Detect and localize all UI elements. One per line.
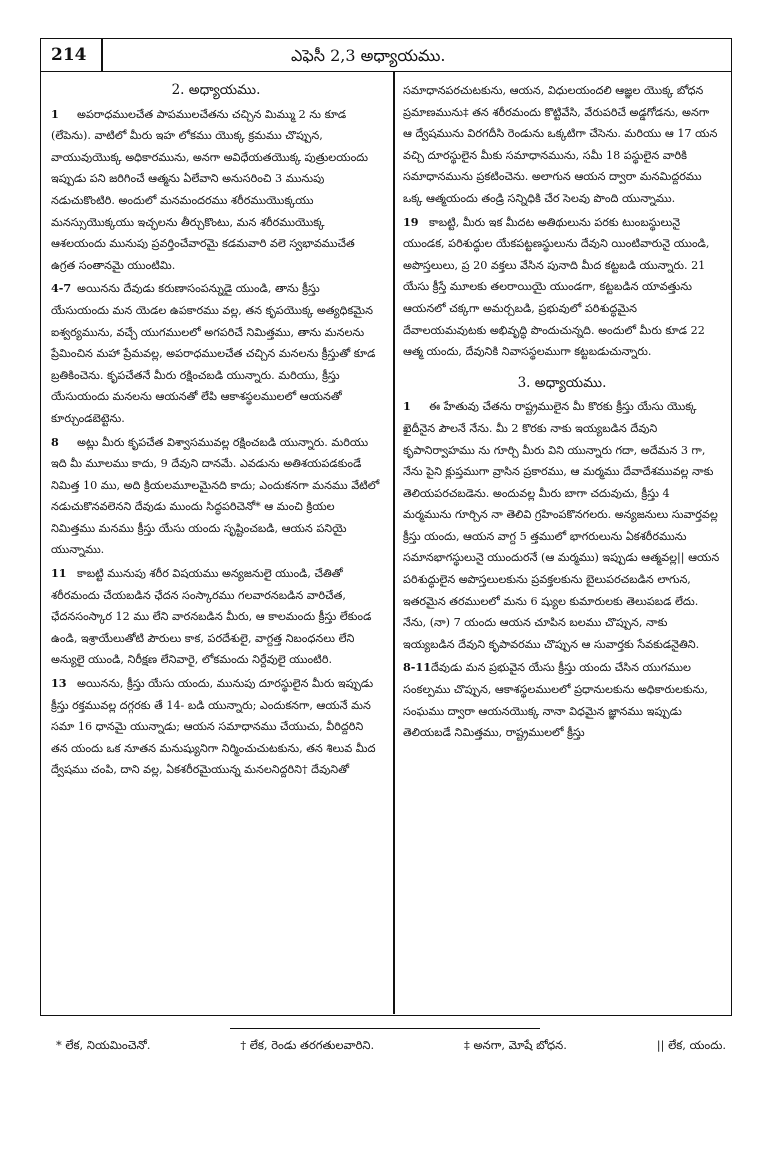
verse-text: అట్లు మీరు కృపచేత విశ్వాసమువల్ల రక్షించబడి యున్నారు. మరియు ఇది మీ మూలము కాదు, 9 దేవుని దానమే. ఎవడును అతిశయపడకుండే నిమిత్త 10 ము, అది క్రియలమూలమైనది కాదు; ఎందుకనగా మనము వేటిలో నడుచుకొనవలెనని దేవుడు ముందు సిద్ధపరిచెనో* ఆ మంచి క్రియల నిమిత్తము మనము క్రీస్తు యేసు యందు సృష్టించబడి, ఆయన పనియై యున్నాము. [51, 435, 380, 557]
verse-paragraph [51, 563, 381, 671]
verse-text: దేవుడు మన ప్రభువైన యేసు క్రీస్తు యందు చేసిన యుగముల సంకల్పము చొప్పున, ఆకాశస్థలములలో ప్రధానులకును అధికారులకును, సంఘము ద్వారా ఆయనయొక్క నానా విధమైన జ్ఞానము ఇప్పుడు తెలియబడే నిమిత్తము, రాష్ట్రములలో క్రీస్తు [403, 661, 708, 740]
verse-number: 19 [403, 214, 419, 229]
verse-paragraph [403, 396, 721, 655]
verse-paragraph [51, 104, 381, 277]
footnotes [56, 1038, 726, 1055]
verse-paragraph [51, 432, 381, 562]
verse-text: కాబట్టి మునుపు శరీర విషయము అన్యజనులై యుండి, చేతితో శరీరమందు చేయబడిన ఛేదన సంస్కారము గలవారనబడిన వారిచేత, ఛేదనసంస్కార 12 ము లేని వారనబడిన మీరు, ఆ కాలమందు క్రీస్తు లేకుండ ఉండి, ఇశ్రాయేలుతోటి పౌరులు కాక, పరదేశులై, వాగ్దత్త నిబంధనలు లేని అన్యులై యుండి, నిరీక్షణ లేనివారై, లోకమందు నిర్దేవులై యుంటిరి. [51, 567, 372, 667]
right-paragraphs-bottom [403, 396, 721, 744]
verse-number: 13 [51, 676, 67, 691]
running-title: ఎఫెసీ 2,3 అధ్యాయము. [291, 46, 446, 65]
verse-paragraph [403, 212, 721, 363]
footnote: * లేక, నియమించెనో. [56, 1038, 151, 1052]
verse-text: అయినను, క్రీస్తు యేసు యందు, మునుపు దూరస్థులైన మీరు ఇప్పుడు క్రీస్తు రక్తమువల్ల దగ్గరకు తే 14- బడి యున్నారు; ఎందుకనగా, ఆయనే మన సమా 16 ధానమై యున్నాడు; ఆయన సమాధానము చేయుచు, వీరిద్దరిని తన యందు ఒక నూతన మనుష్యునిగా నిర్మించుచుటకును, తన శిలువ మీద ద్వేషము చంపి, దాని వల్ల, ఏకశరీరమైయున్న మనలనిద్దరిని† దేవునితో [51, 677, 376, 777]
right-paragraphs-top [403, 80, 721, 363]
verse-number: 4-7 [51, 281, 72, 296]
verse-number: 8 [51, 434, 59, 449]
verse-text: అపరాధములచేత పాపములచేతను చచ్చిన మిమ్ము 2 ను కూడ (లేపెను). వాటిలో మీరు ఇహ లోకము యొక్క క్రమము చొప్పున, వాయువుయొక్క అధికారమును, అనగా అవిధేయతయొక్క పుత్రులయందు ఇప్పుడు పని జరిగించే ఆత్మను ఏలేవాని అనుసరించి 3 మునుపు నడుచుకొంటిరి. అందులో మనమందరము శరీరముయొక్కయు మనస్సుయొక్కయు ఇచ్ఛలను తీర్చుకొంటు, మన శరీరముయొక్క ఆశలయందు మునుపు ప్రవర్తించేవారమై కడమవారి వలె స్వభావముచేత ఉగ్రత సంతానమై యుంటిమి. [51, 107, 369, 272]
footnote: ‡ అనగా, మోషే బోధన. [464, 1038, 567, 1052]
footnote-rule [230, 1028, 540, 1029]
column-divider [393, 72, 395, 1014]
page [40, 38, 732, 1118]
verse-number: 8-11 [403, 660, 431, 675]
verse-paragraph [51, 278, 381, 429]
verse-paragraph [51, 673, 381, 781]
verse-number: 1 [403, 399, 411, 414]
chapter-heading-3: 3. అధ్యాయము. [517, 374, 607, 391]
verse-text: అయినను దేవుడు కరుణాసంపన్నుడై యుండి, తాను క్రీస్తు యేసుయందు మన యెడల ఉపకారము వల్ల, తన కృపయొక్క అత్యధికమైన ఐశ్వర్యమును, వచ్చే యుగములలో అగపరిచే నిమిత్తము, తాను మనలను ప్రేమించిన మహా ప్రేమవల్ల, అపరాధములచేత చచ్చిన మనలను క్రీస్తుతో కూడ బ్రతికించెను. కృపచేతనే మీరు రక్షించబడి యున్నారు. మరియు, క్రీస్తు యేసుయందు మనలను ఆయనతో లేపి ఆకాశస్థలములలో ఆయనతో కూర్చుండబెట్టెను. [51, 282, 376, 425]
verse-text: ఈ హేతువు చేతను రాష్ట్రములైన మీ కొరకు క్రీస్తు యేసు యొక్క ఖైదీనైన పౌలనే నేను. మీ 2 కొరకు నాకు ఇయ్యబడిన దేవుని కృపానిర్వాహము ను గూర్చి మీరు విని యున్నారు గదా, అదేమన 3 గా, నేను పైని క్లుప్తముగా వ్రాసిన ప్రకారము, ఆ మర్మము దేవాదేశమువల్ల నాకు తెలియపరచబడెను. అందువల్ల మీరు బాగా చదువుచు, క్రీస్తు 4 మర్మమును గూర్చిన నా తెలివి గ్రహింపకొనగలరు. అన్యజనులు సువార్తవల్ల క్రీస్తు యందు, ఆయన వాగ్ద 5 త్తములో భాగరులును ఏకశరీరమును సమానభాగస్థులునై యుందురనే (ఆ మర్మము) ఇప్పుడు ఆత్మవల్ల|| ఆయన పరిశుద్ధులైన అపొస్తలులకును ప్రవక్తలకును బైలుపరచబడిన లాగున, ఇతరమైన తరములలో మను 6 ష్యుల కుమారులకు తెలుపబడ లేదు. నేను, (నా) 7 యందు ఆయన చూపిన బలము చొప్పున, నాకు ఇయ్యబడిన దేవుని కృపావరము చొప్పున ఆ సువార్తకు సేవకుడనైతిని. [403, 400, 720, 651]
verse-number: 11 [51, 566, 67, 581]
left-column [51, 80, 381, 783]
page-number: 214 [51, 45, 87, 65]
chapter-heading-2: 2. అధ్యాయము. [171, 82, 261, 98]
left-paragraphs [51, 104, 381, 781]
footnote: † లేక, రెండు తరగతులవారిని. [240, 1038, 375, 1052]
verse-number: 1 [51, 106, 59, 121]
footnote: || లేక, యందు. [656, 1038, 726, 1052]
text-frame [40, 72, 732, 1016]
running-header [40, 38, 732, 72]
verse-text: కాబట్టి, మీరు ఇక మీదట అతిథులును పరకు టుంబస్థులునై యుండక, పరిశుద్ధుల యేకపట్టణస్థులును దేవుని యింటివారునై యుండి, అపొస్తలులు, ప్ర 20 వక్తలు వేసిన పునాది మీద కట్టబడి యున్నారు. 21 యేసు క్రీస్తే మూలకు తలరాయియై యుండగా, కట్టబడిన యావత్తును ఆయనలో చక్కగా అమర్చబడి, ప్రభువులో పరిశుద్ధమైన దేవాలయమవుటకు అభివృద్ధి పొందుచున్నది. అందులో మీరు కూడ 22 ఆత్మ యందు, దేవునికి నివాసస్థలముగా కట్టబడుచున్నారు. [403, 215, 710, 359]
right-column [403, 80, 721, 746]
verse-text: సమాధానపరచుటకును, ఆయన, విధులయందలి ఆజ్ఞల యొక్క బోధన ప్రమాణమును‡ తన శరీరమందు కొట్టివేసి, వేరుపరిచే అడ్డగోడను, అనగా ఆ ద్వేషమును విరగదీసి రెండును ఒక్కటిగా చేసెను. మరియు ఆ 17 యన వచ్చి దూరస్థులైన మీకు సమాధానమును, సమీ 18 పస్థులైన వారికి సమాధానమును ప్రకటించెను. అలాగున ఆయన ద్వారా మనమిద్దరము ఒక్క ఆత్మయందు తండ్రి సన్నిధికి చేర సెలవు పొంది యున్నాము. [403, 84, 718, 205]
verse-paragraph [403, 80, 721, 210]
verse-paragraph [403, 657, 721, 743]
header-separator [101, 39, 103, 71]
